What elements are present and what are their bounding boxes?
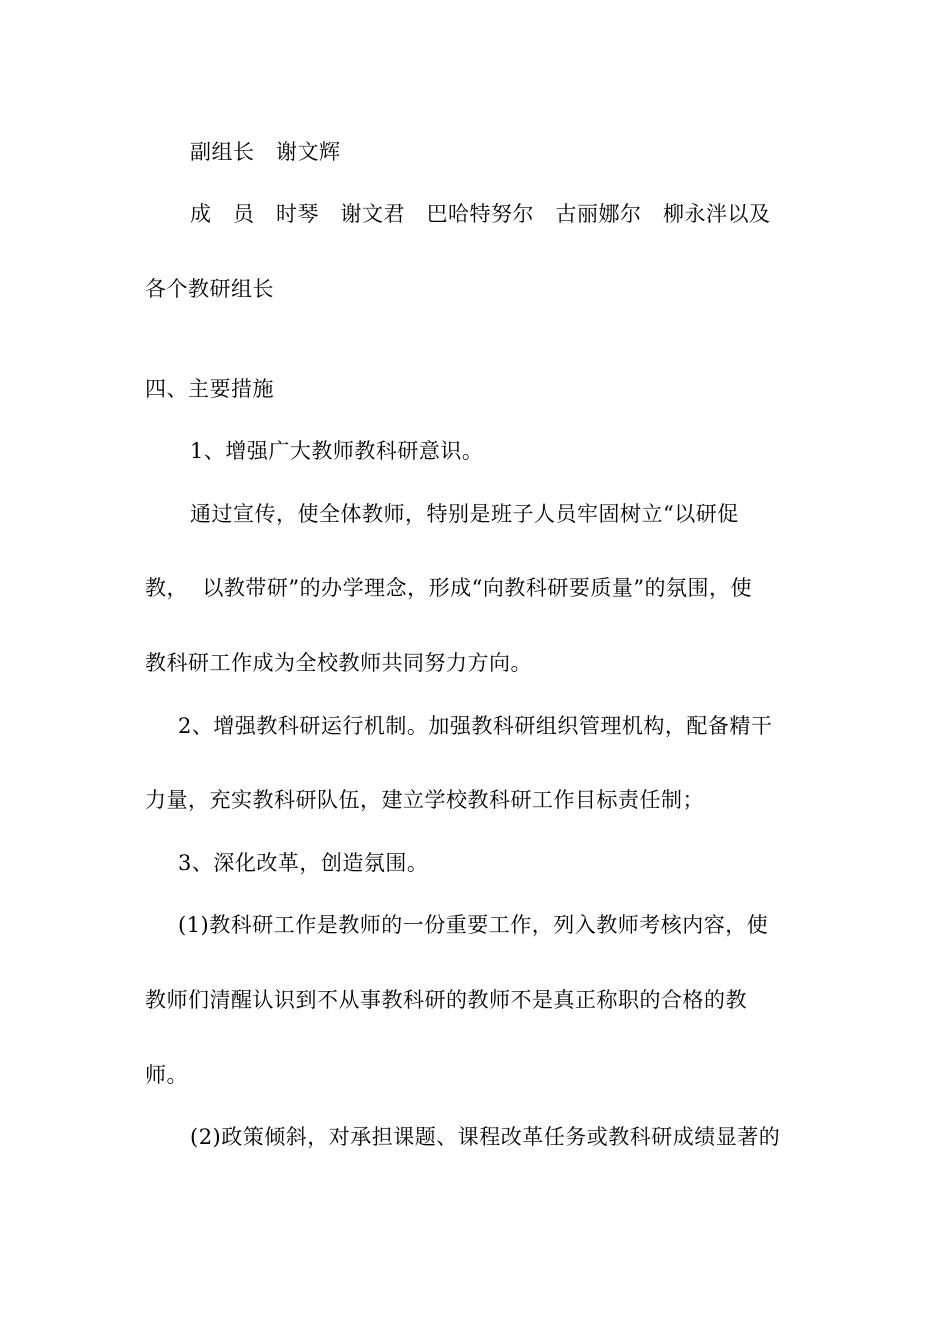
measure-2-paragraph-line-2: 力量，充实教科研队伍，建立学校教科研工作目标责任制； [145, 788, 704, 812]
measure-3-item-1-line-3: 师。 [145, 1063, 188, 1087]
measure-1-paragraph-line-3: 教科研工作成为全校教师共同努力方向。 [145, 651, 532, 675]
measure-1-heading: 1、增强广大教师教科研意识。 [190, 439, 484, 463]
measure-1-paragraph-line-2: 教， 以教带研”的办学理念，形成“向教科研要质量”的氛围，使 [145, 576, 753, 600]
members-line-continued: 各个教研组长 [145, 277, 274, 301]
measure-3-heading: 3、深化改革，创造氛围。 [178, 851, 429, 875]
measure-3-item-1-line-2: 教师们清醒认识到不从事教科研的教师不是真正称职的合格的教 [145, 988, 747, 1012]
measure-3-item-2: (2)政策倾斜，对承担课题、课程改革任务或教科研成绩显著的 [190, 1125, 781, 1149]
measure-3-item-1: (1)教科研工作是教师的一份重要工作，列入教师考核内容，使 [178, 913, 769, 937]
measure-1-paragraph: 通过宣传，使全体教师，特别是班子人员牢固树立“以研促 [190, 502, 739, 526]
vice-leader-line: 副组长 谢文辉 [190, 140, 341, 164]
section-heading: 四、主要措施 [145, 377, 274, 401]
measure-2-paragraph: 2、增强教科研运行机制。加强教科研组织管理机构，配备精干 [178, 714, 773, 738]
members-line: 成 员 时琴 谢文君 巴哈特努尔 古丽娜尔 柳永泮以及 [190, 202, 771, 226]
